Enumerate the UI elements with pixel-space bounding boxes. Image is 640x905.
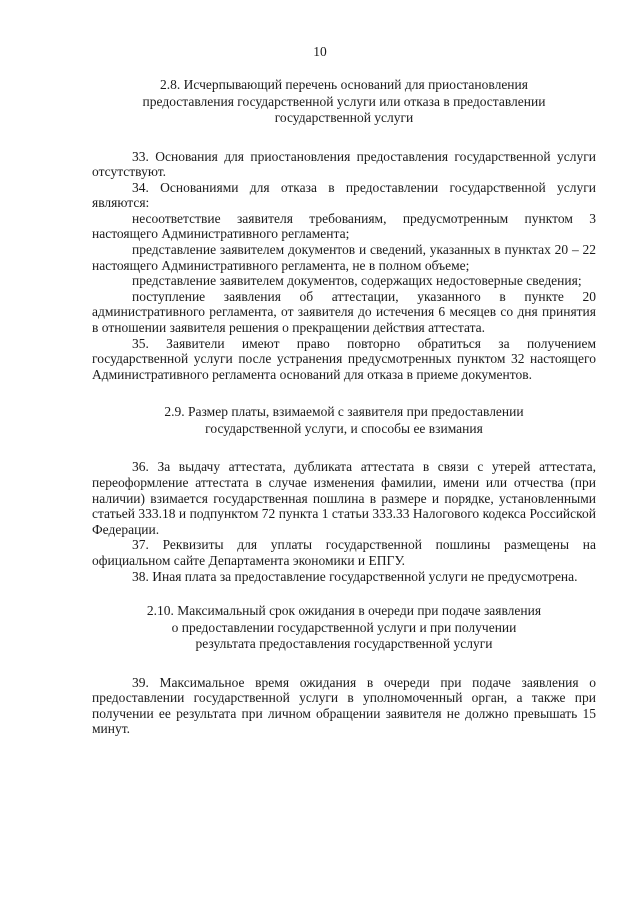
paragraph-34: 34. Основаниями для отказа в предоставлении государственной услуги являются: [92,179,596,211]
paragraph-36: 36. За выдачу аттестата, дубликата аттестата в связи с утерей аттестата, переоформление аттестата в случае изменения фамилии, имени или отчества (при наличии) взимается государственная пошлина в размере и порядке, установленными статьей 333.18 и подпунктом 72 пункта 1 статьи 333.33 Налогового кодекса Российской Федерации. [92,459,596,537]
paragraph-34-item-1: несоответствие заявителя требованиям, предусмотренным пунктом 3 настоящего Административного регламента; [92,210,596,242]
heading-line: государственной услуги, и способы ее взимания [205,420,483,436]
section-heading-2-8 [92,77,596,127]
heading-line: результата предоставления государственной услуги [195,636,493,652]
heading-line: предоставления государственной услуги или отказа в предоставлении [142,93,546,109]
heading-line: 2.8. Исчерпывающий перечень оснований для приостановления [160,77,528,92]
heading-line: 2.9. Размер платы, взимаемой с заявителя при предоставлении [164,404,524,420]
paragraph-34-item-3: представление заявителем документов, содержащих недостоверные сведения; [132,273,582,289]
paragraph-37: 37. Реквизиты для уплаты государственной пошлины размещены на официальном сайте Департамента экономики и ЕПГУ. [92,537,596,568]
paragraph-39: 39. Максимальное время ожидания в очереди при подаче заявления о предоставлении государственной услуги в уполномоченный орган, а также при получении ее результата при личном обращении заявителя не должно превышать 15 минут. [92,674,596,737]
section-heading-2-9 [92,404,596,437]
paragraph-35: 35. Заявители имеют право повторно обратиться за получением государственной услуги после устранения предусмотренных пунктом 32 настоящего Административного регламента оснований для отказа в приеме документов. [92,335,596,382]
document-body [92,77,596,737]
paragraph-34-item-2: представление заявителем документов и сведений, указанных в пунктах 20 – 22 настоящего Административного регламента, не в полном объеме; [92,242,596,273]
page-number: 10 [313,44,327,59]
heading-line: 2.10. Максимальный срок ожидания в очереди при подаче заявления [146,603,542,619]
paragraph-34-item-4: поступление заявления об аттестации, указанного в пункте 20 административного регламента, от заявителя до истечения 6 месяцев со дня принятия в отношении заявителя решения о прекращении действия аттестата. [92,288,596,336]
paragraph-38: 38. Иная плата за предоставление государственной услуги не предусмотрена. [132,568,578,584]
section-heading-2-10 [92,603,596,653]
heading-line: о предоставлении государственной услуги и при получении [171,619,517,635]
paragraph-33: 33. Основания для приостановления предоставления государственной услуги отсутствуют. [92,148,596,180]
heading-line: государственной услуги [274,110,414,125]
